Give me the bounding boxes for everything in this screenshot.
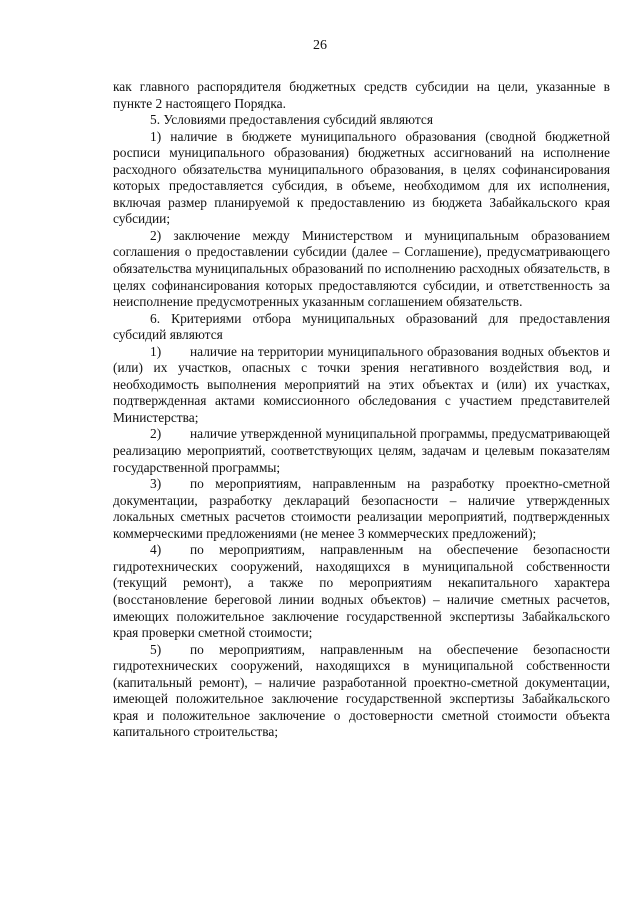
criterion-number: 3) [150,476,162,492]
paragraph-text: 1) наличие в бюджете муниципального образования (сводной бюджетной росписи муниципального образования) бюджетных ассигнований на исполнение расходного обязательства муниципального образования, в целях софинансирования которых предоставляется субсидия, в объеме, необходимом для их исполнения, включая размер планируемой к предоставлению из бюджета Забайкальского края субсидии; [113,128,610,227]
criterion-1 [113,344,610,427]
criterion-number: 4) [150,542,162,558]
paragraph-text: 5. Условиями предоставления субсидий являются [150,112,433,128]
criterion-number: 2) [150,426,162,442]
criterion-4 [113,542,610,641]
page-number: 26 [313,38,327,53]
paragraph-text: 2) заключение между Министерством и муниципальным образованием соглашения о предоставлении субсидии (далее – Соглашение), предусматривающего обязательства муниципальных образований по исполнению расходных обязательств, в целях софинансирования которых предоставляются субсидии, и ответственность за неисполнение предусмотренных указанным соглашением обязательств. [113,227,610,310]
document-body [113,79,610,741]
paragraph-text: как главного распорядителя бюджетных средств субсидии на цели, указанные в пункте 2 настоящего Порядка. [113,79,610,111]
criterion-text: по мероприятиям, направленным на обеспечение безопасности гидротехнических сооружений, находящихся в муниципальной собственности (текущий ремонт), а также по мероприятиям некапитального характера (восстановление береговой линии водных объектов) – наличие сметных расчетов, имеющих положительное заключение государственной экспертизы Забайкальского края проверки сметной стоимости; [113,542,610,641]
criterion-text: наличие утвержденной муниципальной программы, предусматривающей реализацию мероприятий, соответствующих целям, задачам и целевым показателям государственной программы; [113,426,610,475]
criterion-text: наличие на территории муниципального образования водных объектов и (или) их участков, опасных с точки зрения негативного воздействия вод, и необходимость выполнения мероприятий на этих объектах и (или) их участках, подтвержденная актами комиссионного обследования с участием представителей Министерства; [113,343,610,425]
paragraph-subitem-1 [113,129,610,228]
criterion-5 [113,642,610,741]
paragraph-text: 6. Критериями отбора муниципальных образований для предоставления субсидий являются [113,310,610,343]
criterion-3 [113,476,610,542]
paragraph-item-5 [113,112,610,129]
criterion-number: 5) [150,641,162,657]
criterion-text: по мероприятиям, направленным на разработку проектно-сметной документации, разработку деклараций безопасности – наличие утвержденных локальных сметных расчетов стоимости реализации мероприятий, подтвержденных коммерческими предложениями (не менее 3 коммерческих предложений); [113,476,610,541]
paragraph-subitem-2 [113,228,610,311]
paragraph-item-6 [113,311,610,344]
criterion-text: по мероприятиям, направленным на обеспечение безопасности гидротехнических сооружений, находящихся в муниципальной собственности (капитальный ремонт), – наличие разработанной проектно-сметной документации, имеющей положительное заключение государственной экспертизы Забайкальского края и положительное заключение о достоверности сметной стоимости объекта капитального строительства; [113,641,610,740]
criterion-number: 1) [150,343,162,359]
paragraph-continuation [113,79,610,112]
criterion-2 [113,426,610,476]
